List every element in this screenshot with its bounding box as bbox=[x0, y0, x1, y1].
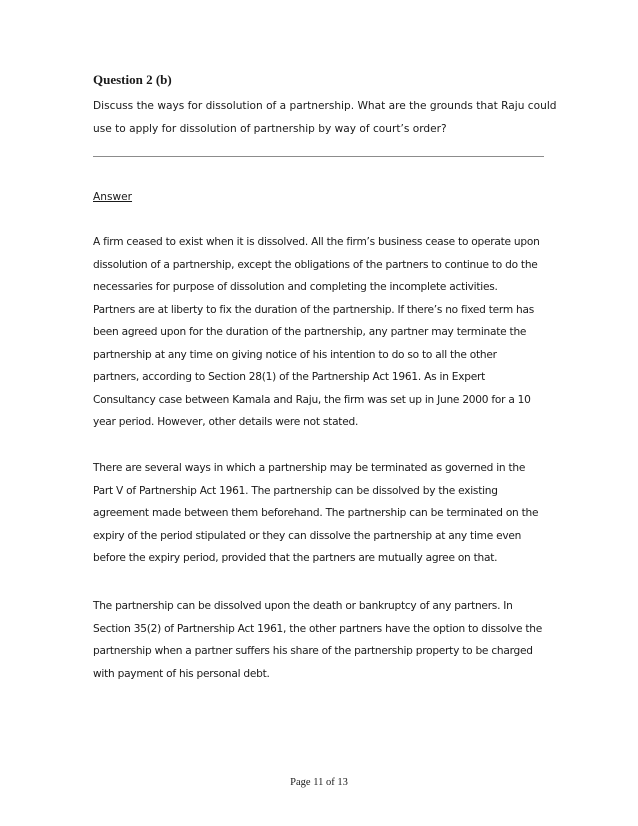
paragraph-line: expiry of the period stipulated or they can dissolve the partnership at any time even bbox=[93, 529, 522, 542]
question-line: Discuss the ways for dissolution of a partnership. What are the grounds that Raju could bbox=[93, 100, 557, 112]
paragraph-line: been agreed upon for the duration of the partnership, any partner may terminate the bbox=[93, 326, 527, 338]
answer-paragraph-3 bbox=[93, 595, 553, 685]
answer-paragraph-1 bbox=[93, 231, 553, 434]
paragraph-line: There are several ways in which a partnership may be terminated as governed in the bbox=[93, 462, 526, 474]
question-text bbox=[93, 95, 557, 140]
paragraph-line: with payment of his personal debt. bbox=[93, 667, 270, 680]
paragraph-line: partners, according to Section 28(1) of the Partnership Act 1961. As in Expert bbox=[93, 371, 485, 383]
paragraph-line: partnership when a partner suffers his share of the partnership property to be charged bbox=[93, 645, 533, 657]
paragraph-line: A firm ceased to exist when it is dissolved. All the firm’s business cease to operate upon bbox=[93, 236, 540, 248]
paragraph-line: Part V of Partnership Act 1961. The partnership can be dissolved by the existing bbox=[93, 484, 498, 497]
page-number: Page 11 of 13 bbox=[290, 777, 348, 788]
paragraph-line: agreement made between them beforehand. The partnership can be terminated on the bbox=[93, 507, 539, 519]
paragraph-line: The partnership can be dissolved upon the death or bankruptcy of any partners. In bbox=[93, 600, 513, 612]
paragraph-line: before the expiry period, provided that the partners are mutually agree on that. bbox=[93, 552, 498, 564]
paragraph-line: Consultancy case between Kamala and Raju, the firm was set up in June 2000 for a 10 bbox=[93, 393, 531, 406]
answer-heading: Answer bbox=[93, 191, 133, 203]
paragraph-line: year period. However, other details were not stated. bbox=[93, 416, 359, 428]
section-divider bbox=[93, 156, 544, 157]
paragraph-line: partnership at any time on giving notice of his intention to do so to all the other bbox=[93, 348, 497, 361]
question-title: Question 2 (b) bbox=[93, 72, 172, 87]
paragraph-line: necessaries for purpose of dissolution and completing the incomplete activities. bbox=[93, 281, 498, 293]
paragraph-line: Partners are at liberty to fix the duration of the partnership. If there’s no fixed term has bbox=[93, 303, 535, 316]
paragraph-line: Section 35(2) of Partnership Act 1961, the other partners have the option to dissolve the bbox=[93, 622, 542, 635]
question-line: use to apply for dissolution of partnership by way of court’s order? bbox=[93, 122, 447, 135]
answer-paragraph-2 bbox=[93, 457, 553, 570]
paragraph-line: dissolution of a partnership, except the obligations of the partners to continue to do the bbox=[93, 258, 538, 271]
